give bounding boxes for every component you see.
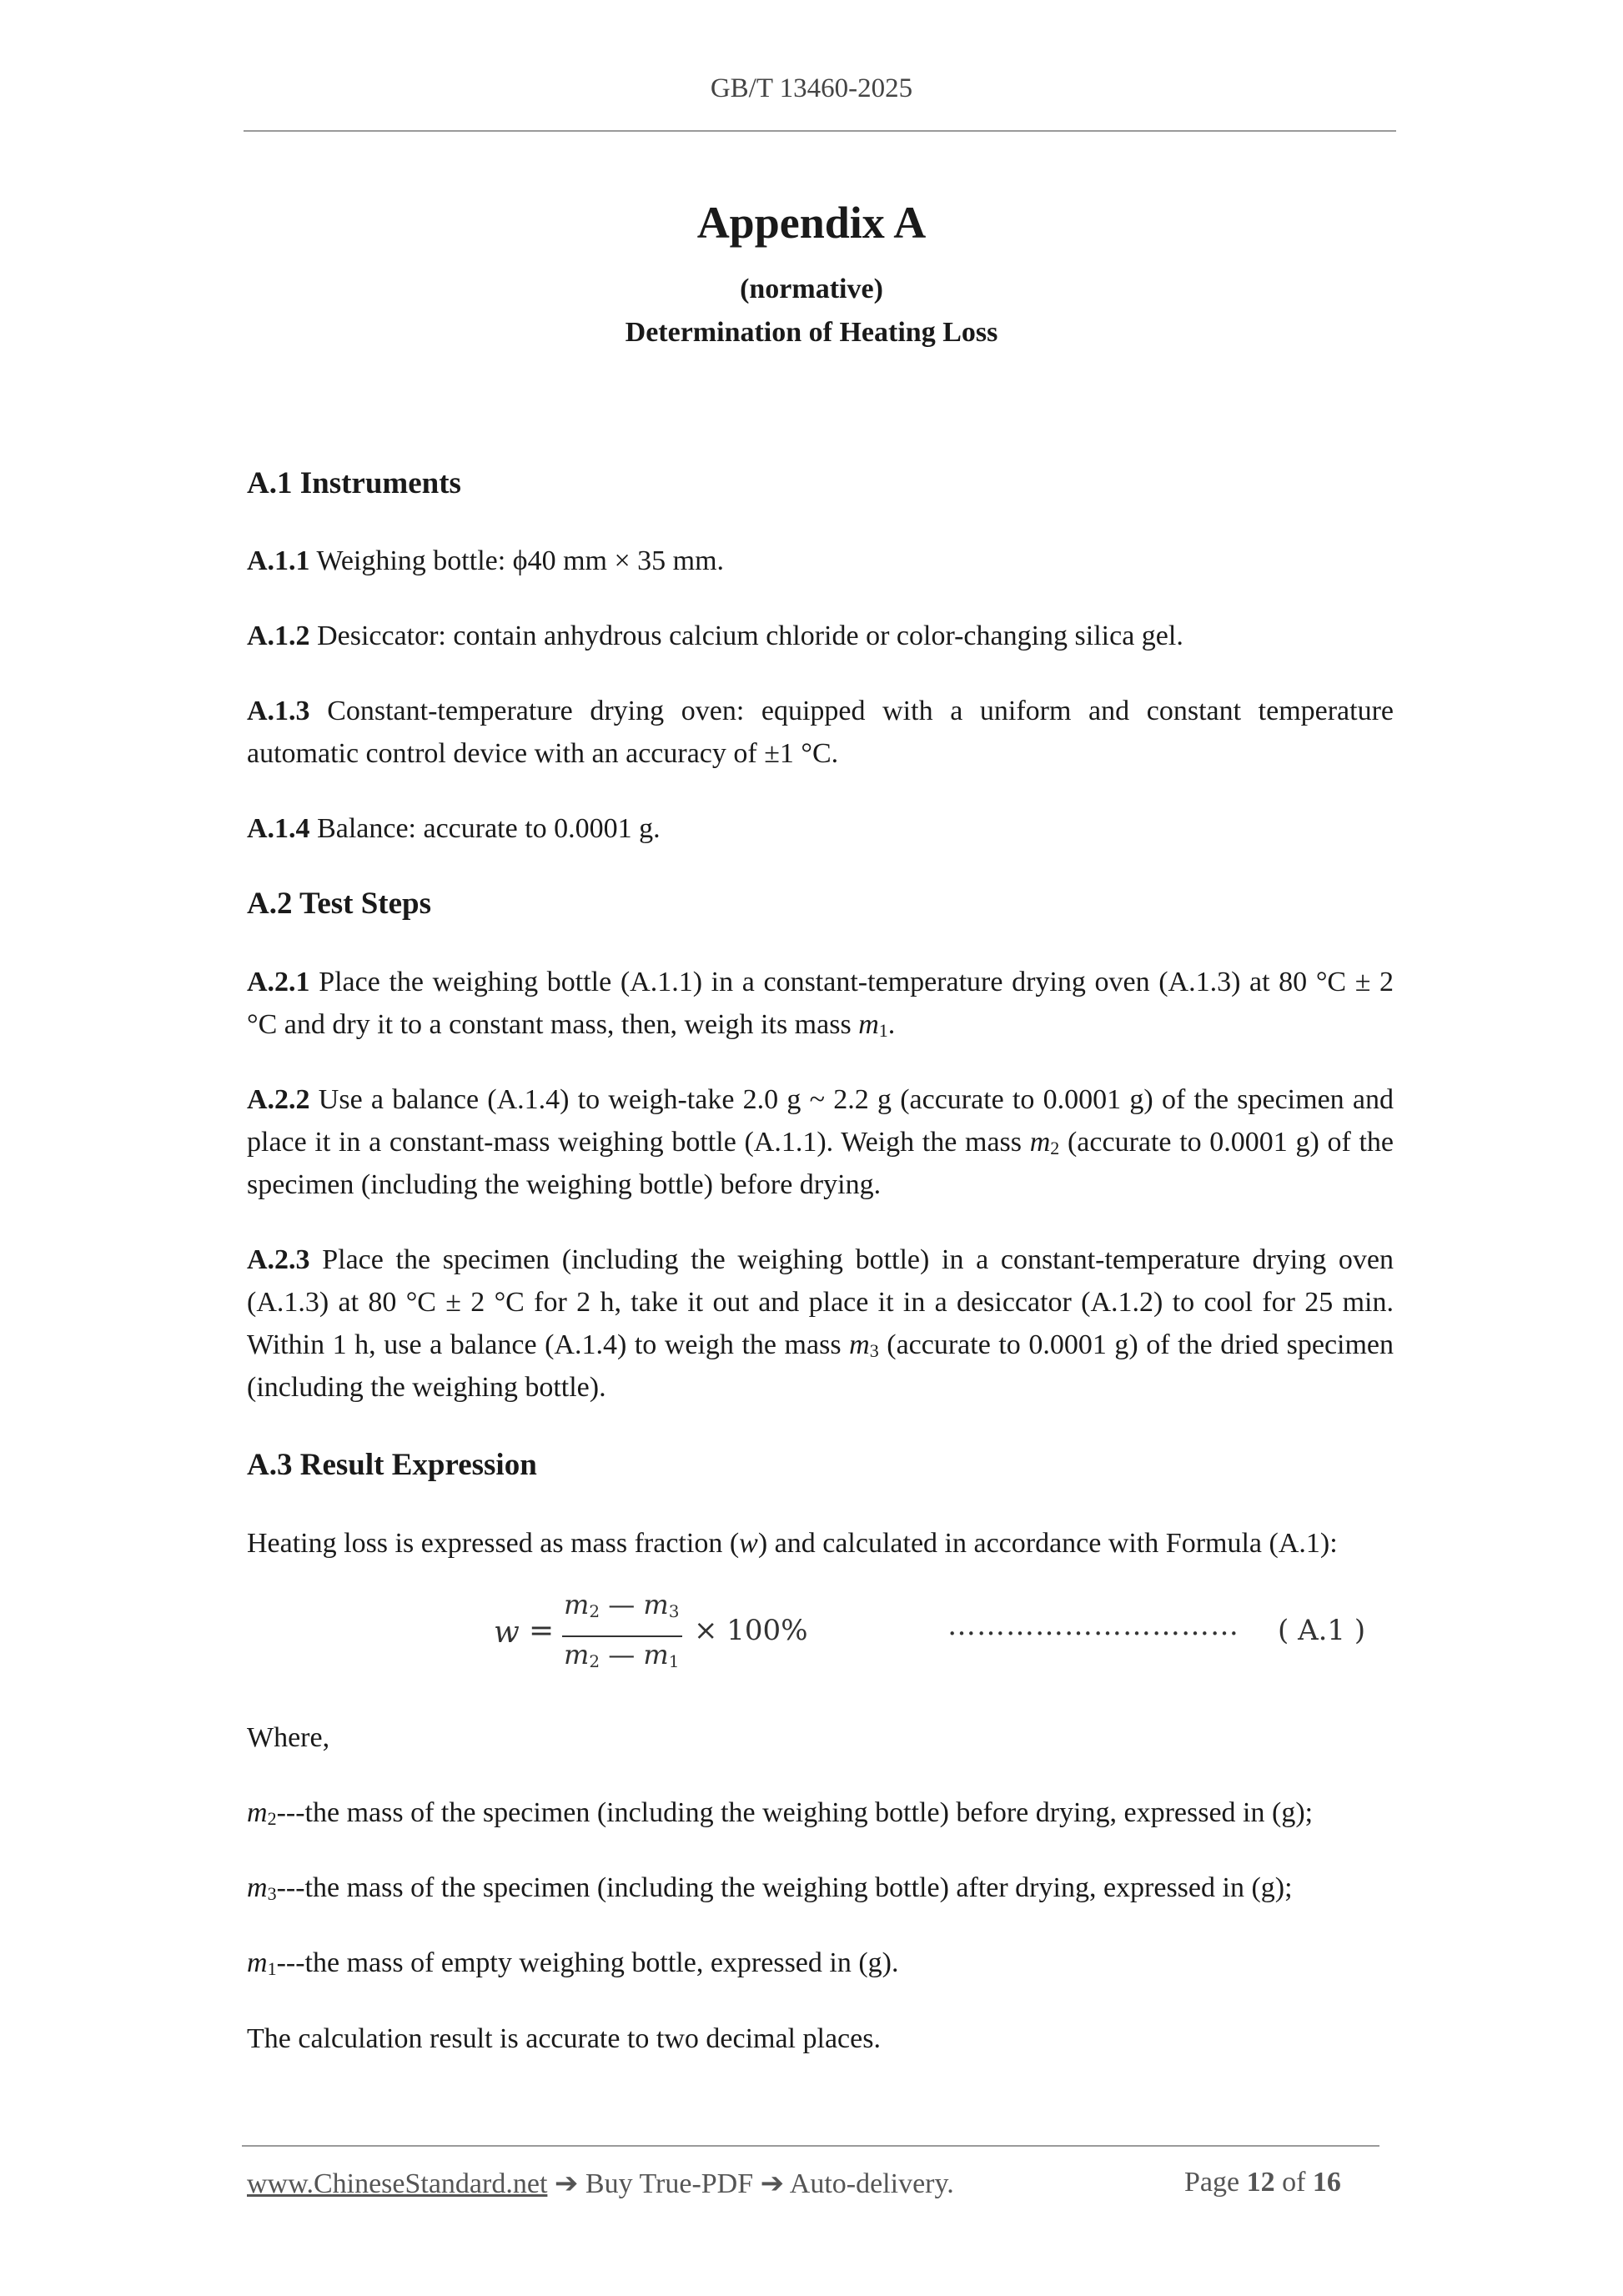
clause-number: A.2.1: [247, 967, 310, 997]
clause-text: Desiccator: contain anhydrous calcium chloride or color-changing silica gel.: [317, 620, 1183, 651]
clause-number: A.2.2: [247, 1084, 310, 1115]
clause-number: A.1.4: [247, 813, 310, 844]
subscript: 1: [267, 1958, 277, 1979]
definition-text: ---the mass of empty weighing bottle, expressed in (g).: [276, 1947, 899, 1978]
page-total: 16: [1312, 2167, 1341, 2198]
section-heading-a2: A.2 Test Steps: [247, 887, 432, 921]
variable-m: m: [247, 1872, 268, 1903]
clause-a2-1: [247, 961, 1394, 1046]
variable-m: m: [849, 1329, 870, 1360]
clause-text: Weighing bottle: ϕ40 mm × 35 mm.: [316, 545, 725, 576]
page-current: 12: [1246, 2167, 1275, 2198]
clause-end: .: [887, 1009, 896, 1040]
subscript: 2: [267, 1808, 277, 1829]
definition-m1: [247, 1942, 1394, 1984]
footer-rule: [242, 2145, 1379, 2147]
intro-text: Heating loss is expressed as mass fraction (: [247, 1528, 740, 1559]
appendix-type: (normative): [740, 274, 883, 304]
definition-text: ---the mass of the specimen (including the weighing bottle) before drying, expressed in (g);: [276, 1797, 1314, 1828]
page-counter: [1184, 2167, 1341, 2198]
formula-numerator: $m_2$ — $m_3$: [564, 1589, 680, 1621]
subscript: 1: [878, 1020, 888, 1041]
arrow-right-icon: ➔: [554, 2168, 579, 2199]
section-heading-a1: A.1 Instruments: [247, 466, 461, 500]
clause-text-cont: (accurate to 0.0001 g) of the dried specimen (including the weighing bottle).: [247, 1329, 1394, 1403]
intro-text-cont: ) and calculated in accordance with Formula (A.1):: [757, 1528, 1338, 1559]
clause-a2-3: [247, 1238, 1394, 1409]
header-rule: [244, 130, 1396, 132]
clause-a1-2: [247, 615, 1394, 657]
clause-number: A.1.1: [247, 545, 310, 576]
footer-promo: [247, 2167, 954, 2200]
subscript: 2: [1050, 1138, 1060, 1158]
definition-text: ---the mass of the specimen (including the weighing bottle) after drying, expressed in (g);: [276, 1872, 1293, 1903]
formula-number: ( A.1 ): [1278, 1614, 1366, 1647]
appendix-subtitle: Determination of Heating Loss: [625, 317, 998, 348]
clause-number: A.1.3: [247, 696, 310, 726]
formula-leader-dots: …………………………: [947, 1609, 1239, 1642]
section-heading-a3: A.3 Result Expression: [247, 1448, 537, 1482]
clause-text: Use a balance (A.1.4) to weigh-take 2.0 g ~ 2.2 g (accurate to 0.0001 g) of the specimen and place it in a constant-mass weighing bottle (A.1.1). Weigh the mass: [247, 1084, 1394, 1158]
variable-m: m: [858, 1009, 879, 1040]
appendix-title: Appendix A: [696, 198, 927, 248]
subscript: 3: [267, 1883, 277, 1904]
formula-intro: [247, 1522, 1394, 1565]
definition-m3: [247, 1866, 1394, 1909]
buy-text: Buy True-PDF: [585, 2168, 754, 2199]
clause-text: Constant-temperature drying oven: equipped with a uniform and constant temperature automatic control device with an accuracy of ±1 °C.: [247, 696, 1394, 769]
clause-a1-4: [247, 807, 1394, 850]
variable-w: w: [739, 1528, 758, 1559]
formula-denominator: $m_2$ — $m_1$: [564, 1639, 680, 1671]
formula-multiplier: × 100%: [694, 1614, 808, 1647]
fraction-bar: [562, 1635, 682, 1637]
clause-text: Place the specimen (including the weighing bottle) in a constant-temperature drying oven (A.1.3) at 80 °C ± 2 °C for 2 h, take it out and place it in a desiccator (A.1.2) to cool for 25 min. Within 1 h, use a balance (A.1.4) to weigh the mass: [247, 1244, 1394, 1360]
variable-m: m: [247, 1797, 268, 1828]
page-label: Page: [1184, 2167, 1240, 2198]
variable-m: m: [1029, 1127, 1051, 1158]
clause-a1-3: [247, 690, 1394, 775]
variable-m: m: [247, 1947, 268, 1978]
website-link[interactable]: www.ChineseStandard.net: [247, 2168, 548, 2199]
delivery-text: Auto-delivery.: [789, 2168, 954, 2199]
formula-equals: =: [529, 1614, 555, 1648]
closing-note: The calculation result is accurate to two decimal places.: [247, 2023, 881, 2054]
where-label: Where,: [247, 1722, 330, 1753]
clause-text: Place the weighing bottle (A.1.1) in a constant-temperature drying oven (A.1.3) at 80 °C ± 2 °C and dry it to a constant mass, then, weigh its mass: [247, 967, 1394, 1040]
definition-m2: [247, 1791, 1394, 1834]
arrow-right-icon: ➔: [760, 2168, 785, 2199]
clause-text: Balance: accurate to 0.0001 g.: [317, 813, 661, 844]
clause-number: A.2.3: [247, 1244, 310, 1275]
clause-a1-1: [247, 540, 1394, 582]
subscript: 3: [869, 1340, 879, 1361]
formula-lhs: w: [494, 1615, 520, 1650]
clause-text-cont: (accurate to 0.0001 g) of the specimen (including the weighing bottle) before drying.: [247, 1127, 1394, 1200]
clause-number: A.1.2: [247, 620, 310, 651]
clause-a2-2: [247, 1078, 1394, 1206]
formula-a1: [494, 1589, 1403, 1689]
of-label: of: [1282, 2167, 1306, 2198]
document-code: GB/T 13460-2025: [710, 73, 913, 103]
